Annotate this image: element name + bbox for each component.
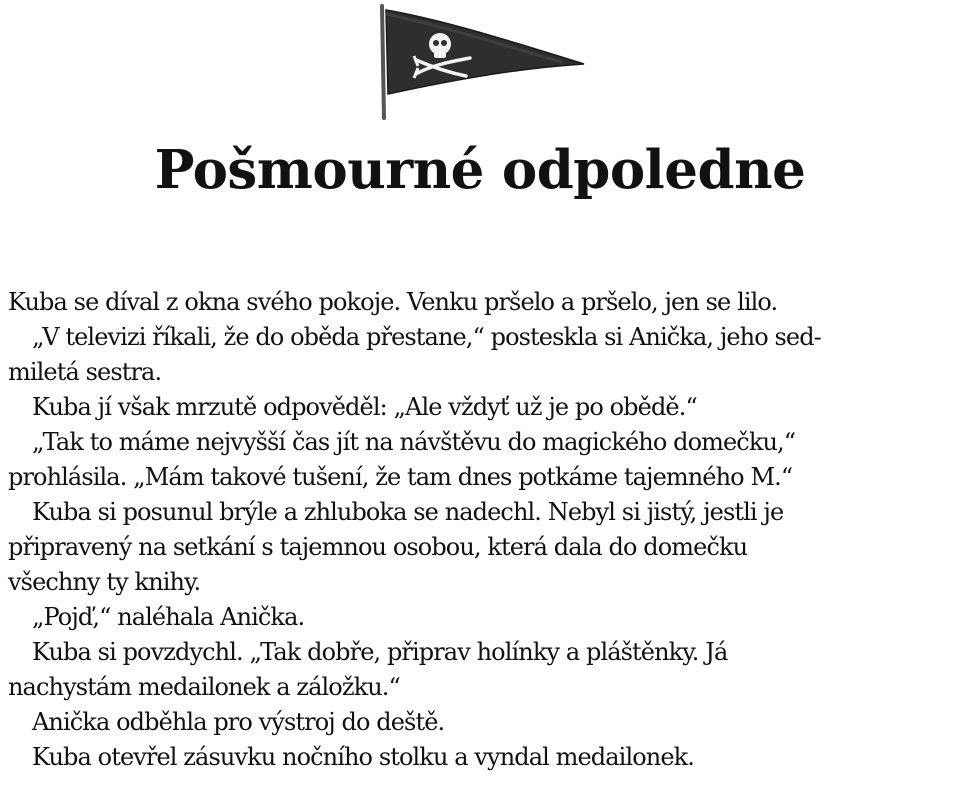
text-line: Kuba jí však mrzutě odpověděl: „Ale vždyť už je po obědě.“ [32,393,697,421]
text-line: nachystám medailonek a záložku.“ [8,673,400,701]
text-line: Kuba otevřel zásuvku nočního stolku a vyndal medailonek. [32,743,694,771]
text-line: miletá sestra. [8,358,162,386]
text-line: všechny ty knihy. [8,568,201,596]
text-line: „Tak to máme nejvyšší čas jít na návštěvu do magického domečku,“ [32,428,796,456]
text-line: „Pojď,“ naléhala Anička. [32,603,305,631]
text-line: Kuba si posunul brýle a zhluboka se nadechl. Nebyl si jistý, jestli je [32,498,784,526]
text-line: Kuba si povzdychl. „Tak dobře, připrav holínky a pláštěnky. Já [32,638,728,666]
text-line: prohlásila. „Mám takové tušení, že tam dnes potkáme tajemného M.“ [8,463,793,491]
text-line: „V televizi říkali, že do oběda přestane,“ posteskla si Anička, jeho sed- [32,323,821,351]
story-text [8,285,958,775]
text-line: Kuba se díval z okna svého pokoje. Venku pršelo a pršelo, jen se lilo. [8,288,778,316]
pirate-flag-icon [372,2,592,120]
text-line: připravený na setkání s tajemnou osobou, která dala do domečku [8,533,748,561]
page-title: Pošmourné odpoledne [154,139,806,201]
text-line: Anička odběhla pro výstroj do deště. [32,708,445,736]
